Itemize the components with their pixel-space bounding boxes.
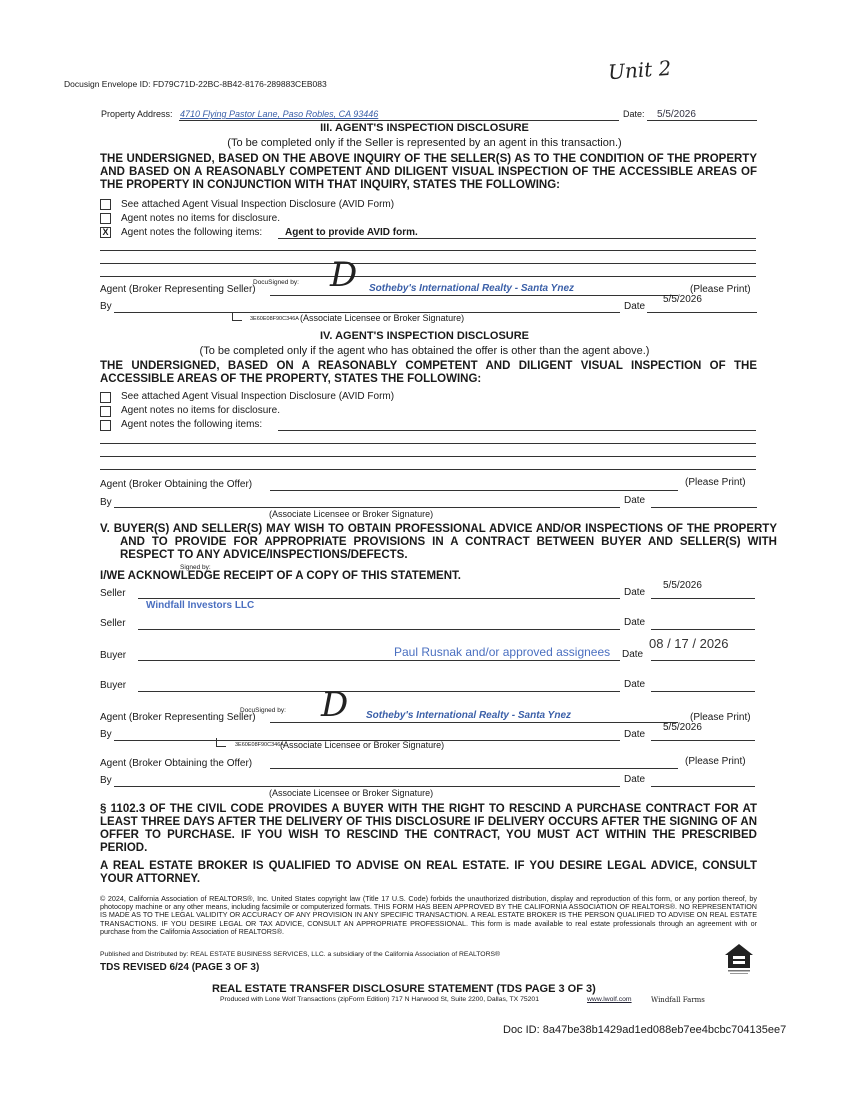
section4-subtitle: (To be completed only if the agent who has obtained the offer is other than the agent above.) bbox=[199, 345, 650, 357]
s3-sig-bracket bbox=[232, 312, 242, 321]
s5-by2-underline bbox=[114, 786, 620, 787]
equal-housing-icon bbox=[722, 941, 756, 975]
section5-statement: V. BUYER(S) AND SELLER(S) MAY WISH TO OBTAIN PROFESSIONAL ADVICE AND/OR INSPECTIONS OF THE PROPERTY AND TO PROVIDE FOR APPROPRIATE PROVISIONS IN A CONTRACT BETWEEN BUYER AND SELLER(S) WITH RESPECT TO ANY ADVICE/INSPECTIONS/DEFECTS. bbox=[100, 523, 777, 561]
s3-option-following: Agent notes the following items: bbox=[121, 227, 263, 238]
s4-agent-label: Agent (Broker Obtaining the Offer) bbox=[100, 479, 253, 490]
acknowledge-text: I/WE ACKNOWLEDGE RECEIPT OF A COPY OF THIS STATEMENT. bbox=[100, 570, 461, 582]
seller2-label: Seller bbox=[100, 618, 126, 629]
seller1-label: Seller bbox=[100, 588, 126, 599]
s3-checkbox-no-items[interactable] bbox=[100, 213, 111, 224]
s3-checkbox-avid[interactable] bbox=[100, 199, 111, 210]
seller1-underline bbox=[138, 598, 620, 599]
s4-by-label: By bbox=[100, 497, 112, 508]
buyer1-date-value: 08 / 17 / 2026 bbox=[649, 636, 729, 651]
buyer1-label: Buyer bbox=[100, 650, 127, 661]
s3-sig-id: 3E60E08F90C346A bbox=[250, 316, 299, 322]
footer-title: REAL ESTATE TRANSFER DISCLOSURE STATEMENT (TDS PAGE 3 OF 3) bbox=[212, 983, 596, 995]
s3-items-text: Agent to provide AVID form. bbox=[285, 227, 418, 238]
broker-advice-text: A REAL ESTATE BROKER IS QUALIFIED TO ADVISE ON REAL ESTATE. IF YOU DESIRE LEGAL ADVICE, CONSULT YOUR ATTORNEY. bbox=[100, 860, 757, 885]
s5-agent2-label: Agent (Broker Obtaining the Offer) bbox=[100, 758, 253, 769]
s5-sig-id: 3E60E08F90C346A bbox=[235, 742, 284, 748]
s3-agent-value: Sotheby's International Realty - Santa Ynez bbox=[369, 283, 575, 294]
handwritten-note: Unit 2 bbox=[607, 55, 673, 85]
s4-sig-caption: (Associate Licensee or Broker Signature) bbox=[269, 509, 434, 519]
property-underline bbox=[179, 120, 619, 121]
s3-items-line3 bbox=[100, 263, 756, 264]
s3-date-value: 5/5/2026 bbox=[663, 294, 702, 305]
s3-items-line4 bbox=[100, 276, 756, 277]
s4-by-underline bbox=[114, 507, 620, 508]
footer-url[interactable]: www.lwolf.com bbox=[587, 996, 632, 1003]
seller1-date-label: Date bbox=[624, 587, 646, 598]
seller1-name: Windfall Investors LLC bbox=[146, 600, 255, 611]
envelope-id: Docusign Envelope ID: FD79C71D-22BC-8B42-8176-289883CEB083 bbox=[64, 79, 327, 89]
s4-items-line2 bbox=[100, 443, 756, 444]
s3-option-no-items: Agent notes no items for disclosure. bbox=[121, 213, 280, 224]
buyer1-date-underline bbox=[651, 660, 755, 661]
seller1-date-value: 5/5/2026 bbox=[663, 580, 702, 591]
s5-docusigned: DocuSigned by: bbox=[240, 707, 286, 714]
seller2-date-underline bbox=[651, 629, 755, 630]
section3-subtitle: (To be completed only if the Seller is represented by an agent in this transaction.) bbox=[227, 137, 622, 149]
s3-items-line2 bbox=[100, 250, 756, 251]
top-date-underline bbox=[647, 120, 757, 121]
buyer1-underline bbox=[138, 660, 620, 661]
section3-title: III. AGENT'S INSPECTION DISCLOSURE bbox=[320, 122, 529, 134]
section4-title: IV. AGENT'S INSPECTION DISCLOSURE bbox=[320, 330, 529, 342]
s4-checkbox-no-items[interactable] bbox=[100, 406, 111, 417]
s5-agent2-date-underline bbox=[651, 786, 755, 787]
footer-produced: Produced with Lone Wolf Transactions (zipForm Edition) 717 N Harwood St, Suite 2200, Dallas, TX 75201 bbox=[220, 996, 539, 1003]
s4-items-line3 bbox=[100, 456, 756, 457]
s4-date-label: Date bbox=[624, 495, 646, 506]
s4-items-line4 bbox=[100, 469, 756, 470]
s4-please-print: (Please Print) bbox=[685, 477, 746, 488]
top-date-label: Date: bbox=[623, 109, 645, 119]
s5-agent1-date-value: 5/5/2026 bbox=[663, 722, 702, 733]
section3-statement: THE UNDERSIGNED, BASED ON THE ABOVE INQUIRY OF THE SELLER(S) AS TO THE CONDITION OF THE PROPERTY AND BASED ON A REASONABLY COMPETENT AND DILIGENT VISUAL INSPECTION OF THE ACCESSIBLE AREAS OF THE PROPERTY IN CONJUNCTION WITH THAT INQUIRY, STATES THE FOLLOWING: bbox=[100, 153, 757, 191]
buyer2-underline bbox=[138, 691, 620, 692]
s4-option-avid: See attached Agent Visual Inspection Disclosure (AVID Form) bbox=[121, 391, 395, 402]
s3-date-underline bbox=[647, 312, 757, 313]
seller1-date-underline bbox=[651, 598, 755, 599]
s5-by2-label: By bbox=[100, 775, 112, 786]
footer-form-name: Windfall Farms bbox=[651, 996, 705, 1004]
s5-agent2-date-label: Date bbox=[624, 774, 646, 785]
property-label: Property Address: bbox=[101, 109, 173, 119]
buyer2-date-label: Date bbox=[624, 679, 646, 690]
s5-signature-mark: D bbox=[321, 685, 349, 725]
s4-checkbox-following[interactable] bbox=[100, 420, 111, 431]
s5-agent1-date-underline bbox=[651, 740, 755, 741]
seller2-underline bbox=[138, 629, 620, 630]
s3-by-label: By bbox=[100, 301, 112, 312]
copyright-text: © 2024, California Association of REALTORS®, Inc. United States copyright law (Title 17 U.S. Code) forbids the unauthorized distribution, display and reproduction of this form, or any portion thereof, by photocopy machine or any other means, including facsimile or computerized formats. THIS FORM HAS BEEN APPROVED BY THE CALIFORNIA ASSOCIATION OF REALTORS®. NO REPRESENTATION IS MADE AS TO THE LEGAL VALIDITY OR ACCURACY OF ANY PROVISION IN ANY SPECIFIC TRANSACTION. A REAL ESTATE BROKER IS THE PERSON QUALIFIED TO ADVISE ON REAL ESTATE TRANSACTIONS. IF YOU DESIRE LEGAL OR TAX ADVICE, CONSULT AN APPROPRIATE PROFESSIONAL. This form is made available to real estate professionals through an agreement with or purchase from the California Association of REALTORS®. bbox=[100, 894, 757, 936]
s5-agent1-label: Agent (Broker Representing Seller) bbox=[100, 712, 256, 723]
s3-docusigned: DocuSigned by: bbox=[253, 279, 299, 286]
property-value: 4710 Flying Pastor Lane, Paso Robles, CA 93446 bbox=[180, 109, 379, 119]
civil-code-text: § 1102.3 OF THE CIVIL CODE PROVIDES A BUYER WITH THE RIGHT TO RESCIND A PURCHASE CONTRACT FOR AT LEAST THREE DAYS AFTER THE DELIVERY OF THIS DISCLOSURE IF DELIVERY OCCURS AFTER THE SIGNING OF AN OFFER TO PURCHASE. IF YOU WISH TO RESCIND THE CONTRACT, YOU MUST ACT WITHIN THE PRESCRIBED PERIOD. bbox=[100, 803, 757, 854]
s5-sig-bracket bbox=[216, 738, 226, 747]
s5-agent1-date-label: Date bbox=[624, 729, 646, 740]
s5-sig-caption2: (Associate Licensee or Broker Signature) bbox=[269, 788, 434, 798]
published-text: Published and Distributed by: REAL ESTATE BUSINESS SERVICES, LLC. a subsidiary of the California Association of REALTORS® bbox=[100, 951, 501, 958]
buyer1-name: Paul Rusnak and/or approved assignees bbox=[394, 645, 611, 659]
s3-please-print: (Please Print) bbox=[690, 284, 751, 295]
s3-items-line1 bbox=[278, 238, 756, 239]
s5-by1-label: By bbox=[100, 729, 112, 740]
s3-option-avid: See attached Agent Visual Inspection Disclosure (AVID Form) bbox=[121, 199, 395, 210]
s5-agent1-underline bbox=[270, 722, 678, 723]
s4-option-no-items: Agent notes no items for disclosure. bbox=[121, 405, 280, 416]
section4-statement: THE UNDERSIGNED, BASED ON A REASONABLY COMPETENT AND DILIGENT VISUAL INSPECTION OF THE ACCESSIBLE AREAS OF THE PROPERTY, STATES THE FOLLOWING: bbox=[100, 360, 757, 385]
s3-agent-label: Agent (Broker Representing Seller) bbox=[100, 284, 256, 295]
top-date-value: 5/5/2026 bbox=[657, 109, 696, 120]
s4-checkbox-avid[interactable] bbox=[100, 392, 111, 403]
s5-sig-caption1: (Associate Licensee or Broker Signature) bbox=[280, 740, 445, 750]
s5-agent2-please-print: (Please Print) bbox=[685, 756, 746, 767]
s4-items-line1 bbox=[278, 430, 756, 431]
revised-text: TDS REVISED 6/24 (PAGE 3 OF 3) bbox=[100, 962, 260, 973]
s4-option-following: Agent notes the following items: bbox=[121, 419, 263, 430]
s5-agent1-please-print: (Please Print) bbox=[690, 712, 751, 723]
signed-by-text: Signed by: bbox=[180, 564, 211, 571]
s3-signature-mark: D bbox=[330, 255, 358, 295]
s4-date-underline bbox=[651, 507, 757, 508]
s3-agent-underline bbox=[270, 295, 678, 296]
buyer2-label: Buyer bbox=[100, 680, 127, 691]
buyer2-date-underline bbox=[651, 691, 755, 692]
s4-agent-underline bbox=[270, 490, 678, 491]
s3-checkbox-following[interactable]: X bbox=[100, 227, 111, 238]
seller2-date-label: Date bbox=[624, 617, 646, 628]
s3-date-label: Date bbox=[624, 301, 646, 312]
s3-sig-caption: (Associate Licensee or Broker Signature) bbox=[300, 313, 465, 323]
s5-agent1-value: Sotheby's International Realty - Santa Ynez bbox=[366, 710, 572, 721]
s5-agent2-underline bbox=[270, 768, 678, 769]
doc-id: Doc ID: 8a47be38b1429ad1ed088eb7ee4bcbc704135ee7 bbox=[503, 1024, 787, 1036]
buyer1-date-label: Date bbox=[622, 649, 644, 660]
